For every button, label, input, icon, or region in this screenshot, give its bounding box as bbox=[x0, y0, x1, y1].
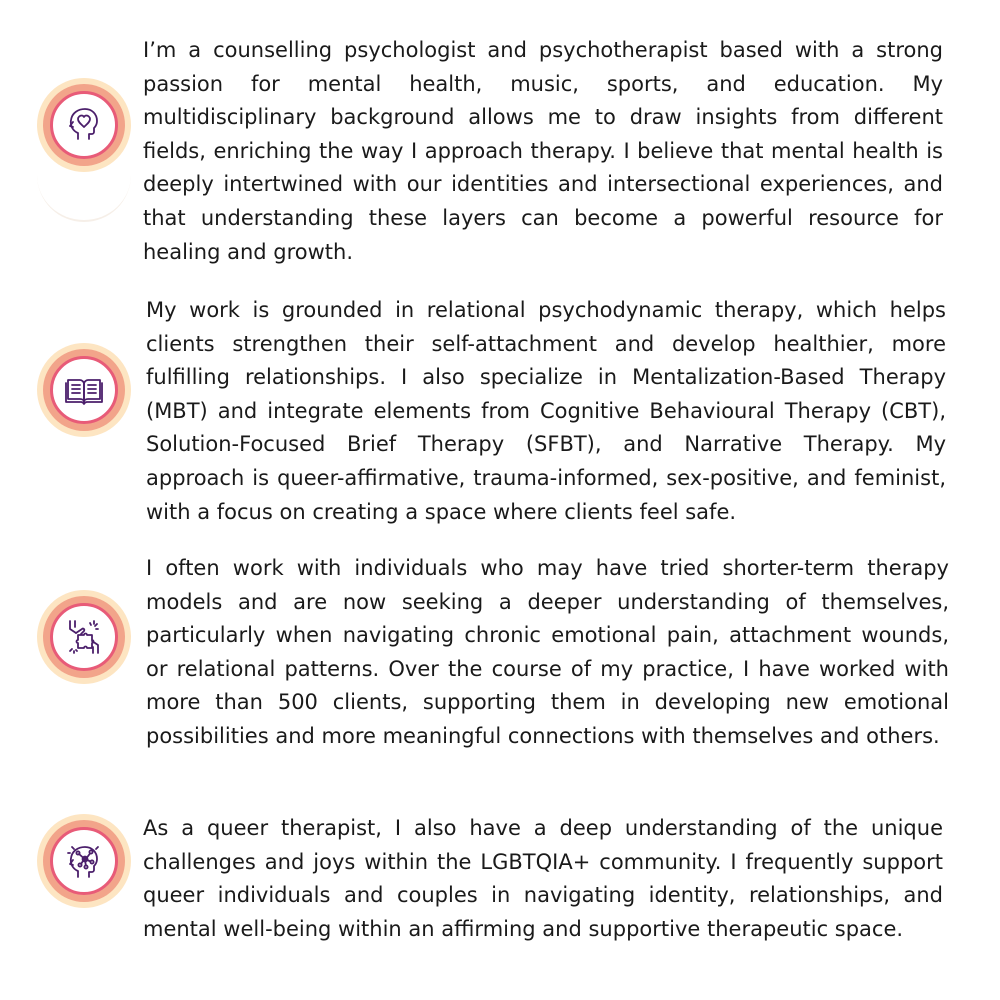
head-network-icon-badge bbox=[37, 814, 131, 908]
section-3-text: I often work with individuals who may have tried shorter-term therapy models and are now seeking a deeper understanding of themselves, particularly when navigating chronic emotional pain, attachment wounds, or relational patterns. Over the course of my practice, I have worked with more than 500 clients, supporting them in developing new emotional possibilities and more meaningful connections with themselves and others. bbox=[146, 556, 949, 748]
open-book-icon-badge bbox=[37, 343, 131, 437]
open-book-icon bbox=[64, 370, 104, 410]
section-4-text: As a queer therapist, I also have a deep understanding of the unique challenges and joys within the LGBTQIA+ community. I frequently support queer individuals and couples in navigating identity, relationships, and mental well-being within an affirming and supportive therapeutic space. bbox=[143, 816, 943, 941]
puzzle-hands-icon bbox=[64, 617, 104, 657]
decorative-arc bbox=[37, 128, 131, 222]
puzzle-hands-icon-badge bbox=[37, 590, 131, 684]
section-1-text: I’m a counselling psychologist and psychotherapist based with a strong passion for mental health, music, sports, and education. My multidisciplinary background allows me to draw insights from different fields, enriching the way I approach therapy. I believe that mental health is deeply intertwined with our identities and intersectional experiences, and that understanding these layers can become a powerful resource for healing and growth. bbox=[143, 38, 943, 264]
head-network-icon bbox=[64, 841, 104, 881]
section-2-text: My work is grounded in relational psychodynamic therapy, which helps clients strengthen their self-attachment and develop healthier, more fulfilling relationships. I also specialize in Mentalization-Based Therapy (MBT) and integrate elements from Cognitive Behavioural Therapy (CBT), Solution-Focused Brief Therapy (SFBT), and Narrative Therapy. My approach is queer-affirmative, trauma-informed, sex-positive, and feminist, with a focus on creating a space where clients feel safe. bbox=[146, 298, 946, 524]
